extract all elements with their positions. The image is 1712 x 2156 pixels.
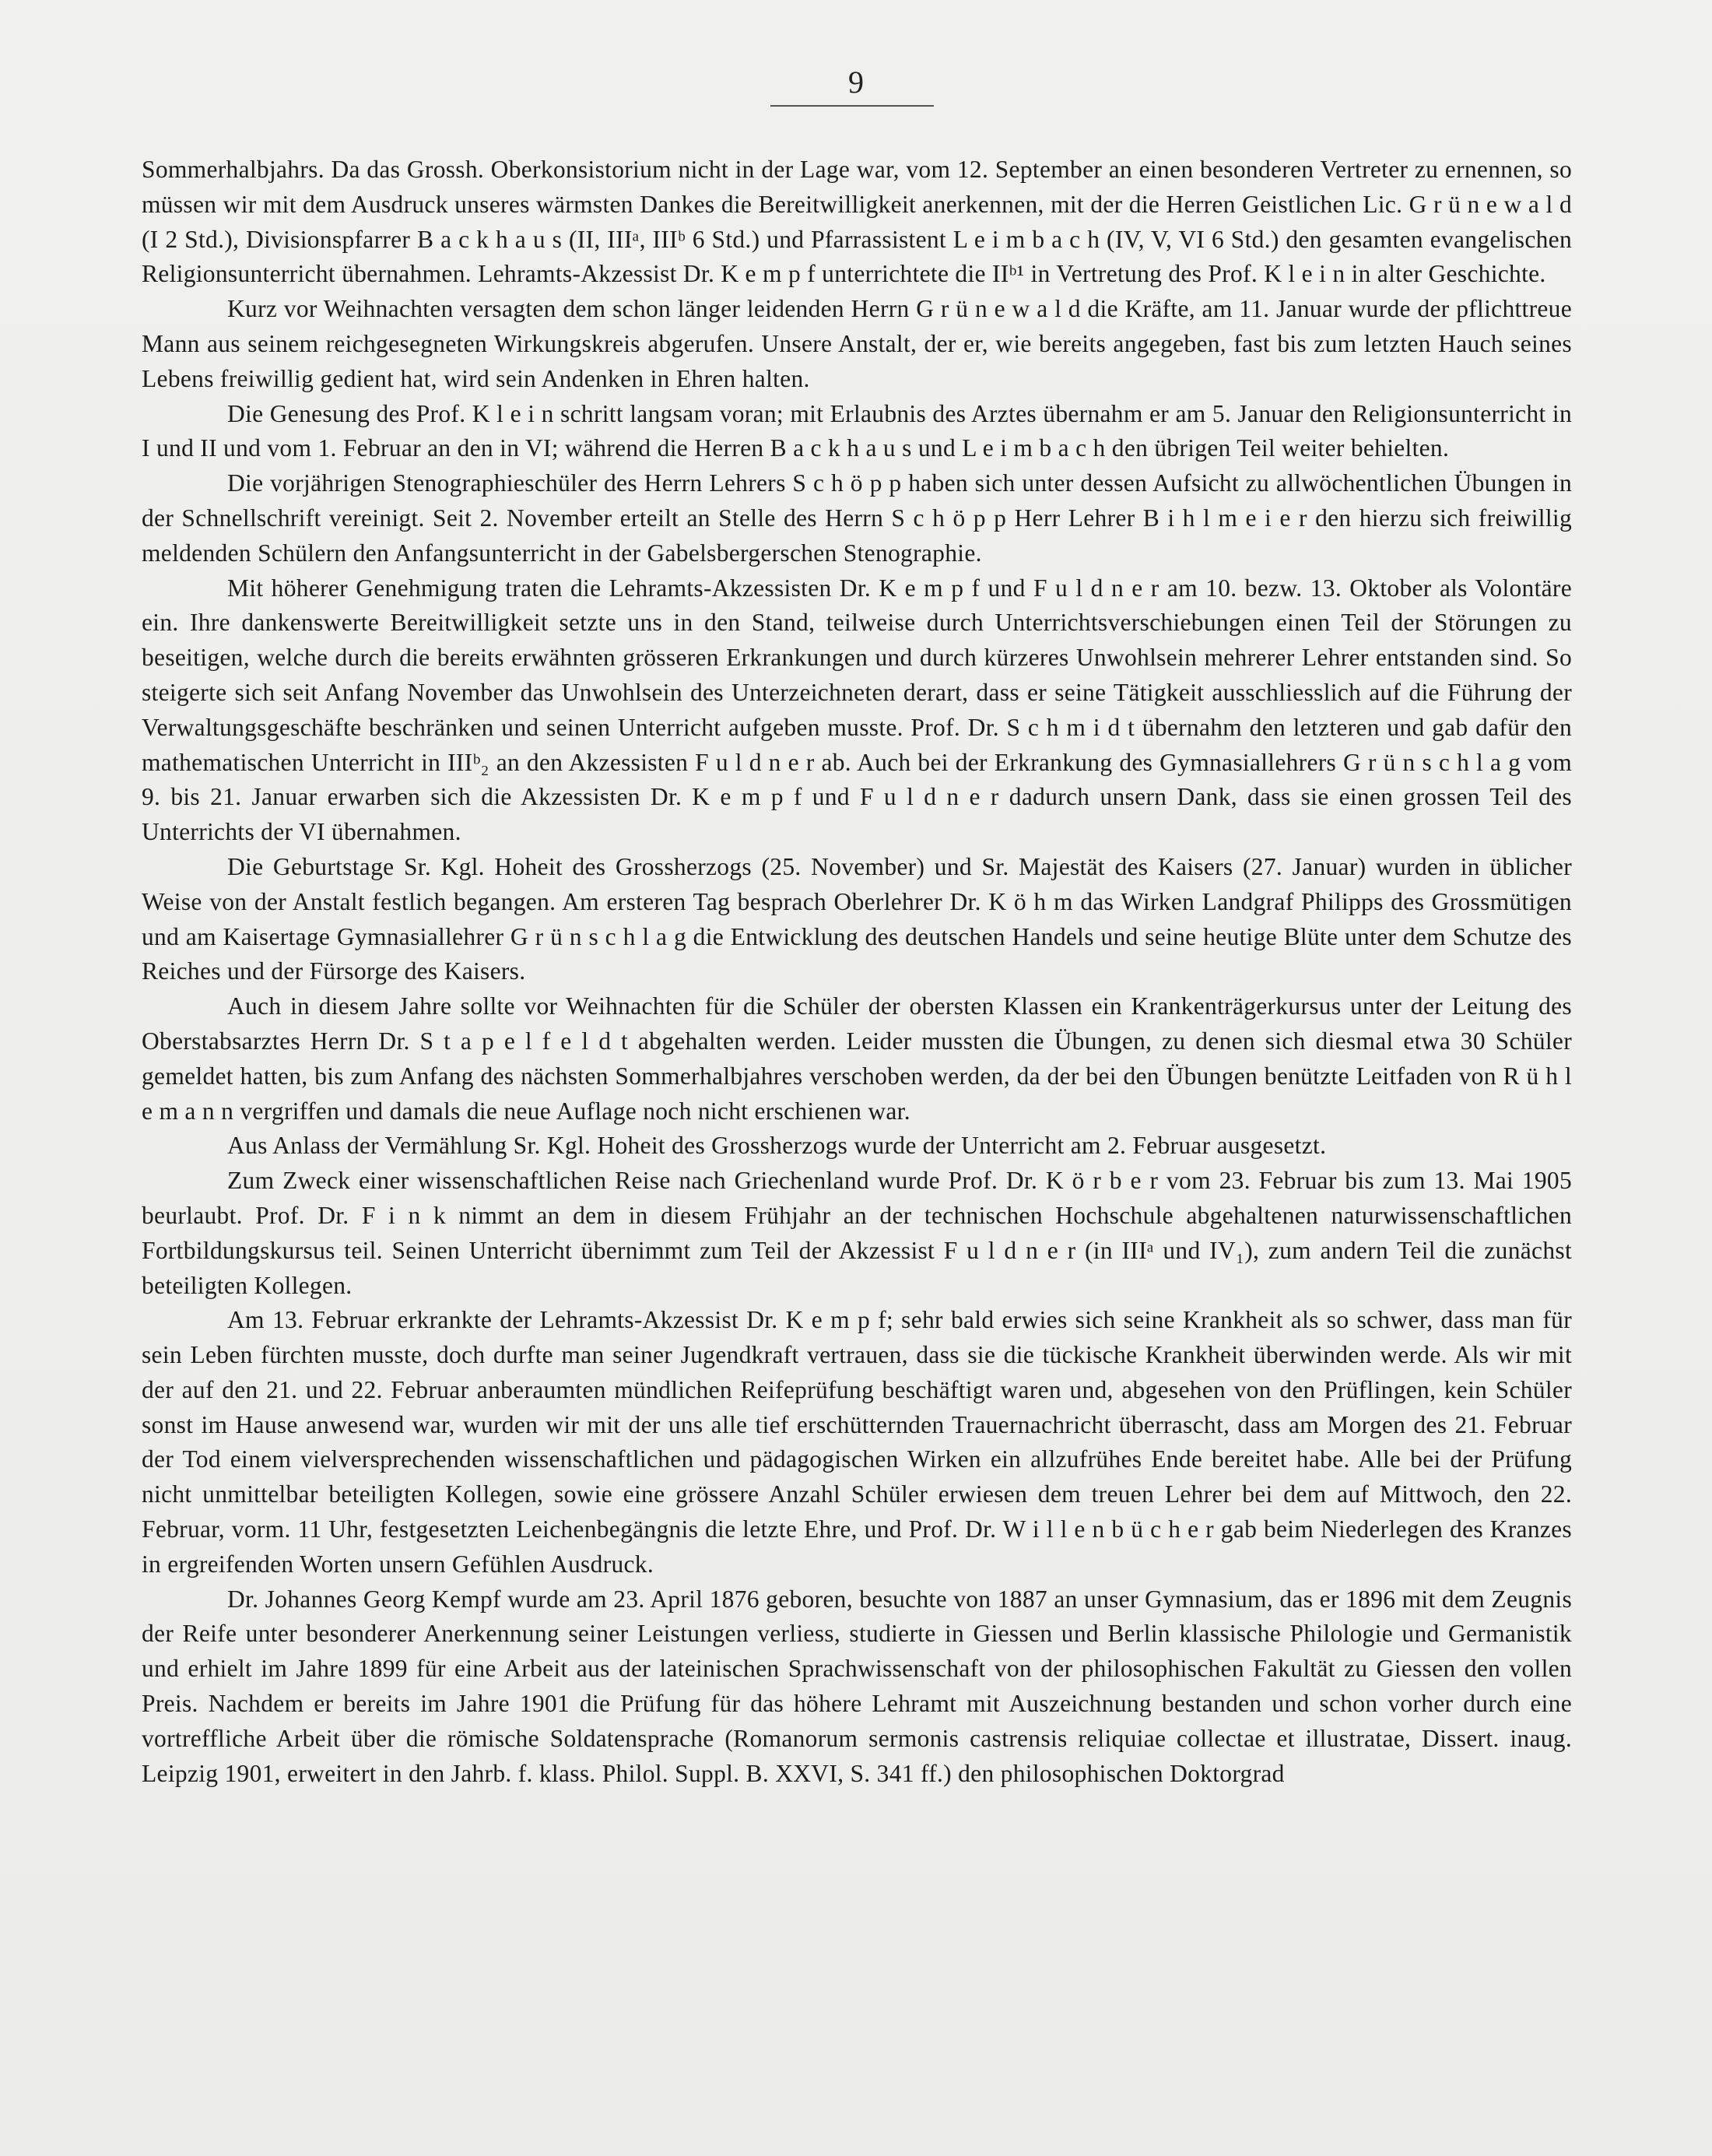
- paragraph: Die Genesung des Prof. K l e i n schritt langsam voran; mit Erlaubnis des Arztes übernahm er am 5. Januar den Religionsunterricht in I und II und vom 1. Februar an den in VI; während die Herren B a c k h a u s und L e i m b a c h den übrigen Teil weiter behielten.: [142, 399, 1572, 462]
- paragraph: Am 13. Februar erkrankte der Lehramts-Akzessist Dr. K e m p f; sehr bald erwies sich seine Krankheit als so schwer, dass man für sein Leben fürchten musste, doch durfte man seiner Jugendkraft vertrauen, dass sie die tückische Krankheit überwinden werde. Als wir mit der auf den 21. und 22. Februar anberaumten mündlichen Reifeprüfung beschäftigt waren und, abgesehen von den Prüflingen, kein Schüler sonst im Hause anwesend war, wurden wir mit der uns alle tief erschütternden Trauernachricht überrascht, dass am Morgen des 21. Februar der Tod einem vielversprechenden wissenschaftlichen und pädagogischen Wirken ein allzufrühes Ende bereitet habe. Alle bei der Prüfung nicht unmittelbar beteiligten Kollegen, sowie eine grössere Anzahl Schüler erwiesen dem treuen Lehrer bei dem auf Mittwoch, den 22. Februar, vorm. 11 Uhr, festgesetzten Leichenbegängnis die letzte Ehre, und Prof. Dr. W i l l e n b ü c h e r gab beim Niederlegen des Kranzes in ergreifenden Worten unsern Gefühlen Ausdruck.: [142, 1306, 1572, 1578]
- paragraph: Zum Zweck einer wissenschaftlichen Reise nach Griechenland wurde Prof. Dr. K ö r b e r vom 23. Februar bis zum 13. Mai 1905 beurlaubt. Prof. Dr. F i n k nimmt an dem in diesem Frühjahr an der technischen Hochschule abgehaltenen naturwissenschaftlichen Fortbildungskursus teil. Seinen Unterricht übernimmt zum Teil der Akzessist F u l d n e r (in IIIᵃ und IV₁), zum andern Teil die zunächst beteiligten Kollegen.: [142, 1167, 1572, 1299]
- paragraph: Auch in diesem Jahre sollte vor Weihnachten für die Schüler der obersten Klassen ein Krankenträgerkursus unter der Leitung des Oberstabsarztes Herrn Dr. S t a p e l f e l d t abgehalten werden. Leider mussten die Übungen, zu denen sich diesmal etwa 30 Schüler gemeldet hatten, bis zum Anfang des nächsten Sommerhalbjahres verschoben werden, da der bei den Übungen benützte Leitfaden von R ü h l e m a n n vergriffen und damals die neue Auflage noch nicht erschienen war.: [142, 992, 1572, 1125]
- paragraph: Aus Anlass der Vermählung Sr. Kgl. Hoheit des Grossherzogs wurde der Unterricht am 2. Februar ausgesetzt.: [227, 1132, 1327, 1160]
- paragraph: Kurz vor Weihnachten versagten dem schon länger leidenden Herrn G r ü n e w a l d die Kräfte, am 11. Januar wurde der pflichttreue Mann aus seinem reichgesegneten Wirkungskreis abgerufen. Unsere Anstalt, der er, wie bereits angegeben, fast bis zum letzten Hauch seines Lebens freiwillig gedient hat, wird sein Andenken in Ehren halten.: [142, 295, 1572, 392]
- body-text: [142, 153, 1572, 1791]
- page-number: 9: [848, 65, 864, 100]
- paragraph: Mit höherer Genehmigung traten die Lehramts-Akzessisten Dr. K e m p f und F u l d n e r am 10. bezw. 13. Oktober als Volontäre ein. Ihre dankenswerte Bereitwilligkeit setzte uns in den Stand, teilweise durch Unterrichtsverschiebungen einen Teil der Störungen zu beseitigen, welche durch die bereits erwähnten grösseren Erkrankungen und durch kürzeres Unwohlsein mehrerer Lehrer entstanden sind. So steigerte sich seit Anfang November das Unwohlsein des Unterzeichneten derart, dass er seine Tätigkeit ausschliesslich auf die Führung der Verwaltungsgeschäfte beschränken und seinen Unterricht aufgeben musste. Prof. Dr. S c h m i d t übernahm den letzteren und gab dafür den mathematischen Unterricht in IIIᵇ₂ an den Akzessisten F u l d n e r ab. Auch bei der Erkrankung des Gymnasiallehrers G r ü n s c h l a g vom 9. bis 21. Januar erwarben sich die Akzessisten Dr. K e m p f und F u l d n e r dadurch unsern Dank, dass sie einen grossen Teil des Unterrichts der VI übernahmen.: [142, 574, 1572, 846]
- paragraph: Die Geburtstage Sr. Kgl. Hoheit des Grossherzogs (25. November) und Sr. Majestät des Kaisers (27. Januar) wurden in üblicher Weise von der Anstalt festlich begangen. Am ersteren Tag besprach Oberlehrer Dr. K ö h m das Wirken Landgraf Philipps des Grossmütigen und am Kaisertage Gymnasiallehrer G r ü n s c h l a g die Entwicklung des deutschen Handels und seine heutige Blüte unter dem Schutze des Reiches und der Fürsorge des Kaisers.: [142, 852, 1572, 985]
- paragraph: Dr. Johannes Georg Kempf wurde am 23. April 1876 geboren, besuchte von 1887 an unser Gymnasium, das er 1896 mit dem Zeugnis der Reife unter besonderer Anerkennung seiner Leistungen verliess, studierte in Giessen und Berlin klassische Philologie und Germanistik und erhielt im Jahre 1899 für eine Arbeit aus der lateinischen Sprachwissenschaft von der philosophischen Fakultät zu Giessen den vollen Preis. Nachdem er bereits im Jahre 1901 die Prüfung für das höhere Lehramt mit Auszeichnung bestanden und schon vorher durch eine vortreffliche Arbeit über die römische Soldatensprache (Romanorum sermonis castrensis reliquiae collectae et illustratae, Dissert. inaug. Leipzig 1901, erweitert in den Jahrb. f. klass. Philol. Suppl. B. XXVI, S. 341 ff.) den philosophischen Doktorgrad: [142, 1585, 1572, 1787]
- page-number-rule: [770, 105, 934, 107]
- paragraph: Sommerhalbjahrs. Da das Grossh. Oberkonsistorium nicht in der Lage war, vom 12. September an einen besonderen Vertreter zu ernennen, so müssen wir mit dem Ausdruck unseres wärmsten Dankes die Bereitwilligkeit anerkennen, mit der die Herren Geistlichen Lic. G r ü n e w a l d (I 2 Std.), Divisionspfarrer B a c k h a u s (II, IIIᵃ, IIIᵇ 6 Std.) und Pfarrassistent L e i m b a c h (IV, V, VI 6 Std.) den gesamten evangelischen Religionsunterricht übernahmen. Lehramts-Akzessist Dr. K e m p f unterrichtete die IIᵇ¹ in Vertretung des Prof. K l e i n in alter Geschichte.: [142, 156, 1572, 288]
- paragraph: Die vorjährigen Stenographieschüler des Herrn Lehrers S c h ö p p haben sich unter dessen Aufsicht zu allwöchentlichen Übungen in der Schnellschrift vereinigt. Seit 2. November erteilt an Stelle des Herrn S c h ö p p Herr Lehrer B i h l m e i e r den hierzu sich freiwillig meldenden Schülern den Anfangsunterricht in der Gabelsbergerschen Stenographie.: [142, 469, 1572, 567]
